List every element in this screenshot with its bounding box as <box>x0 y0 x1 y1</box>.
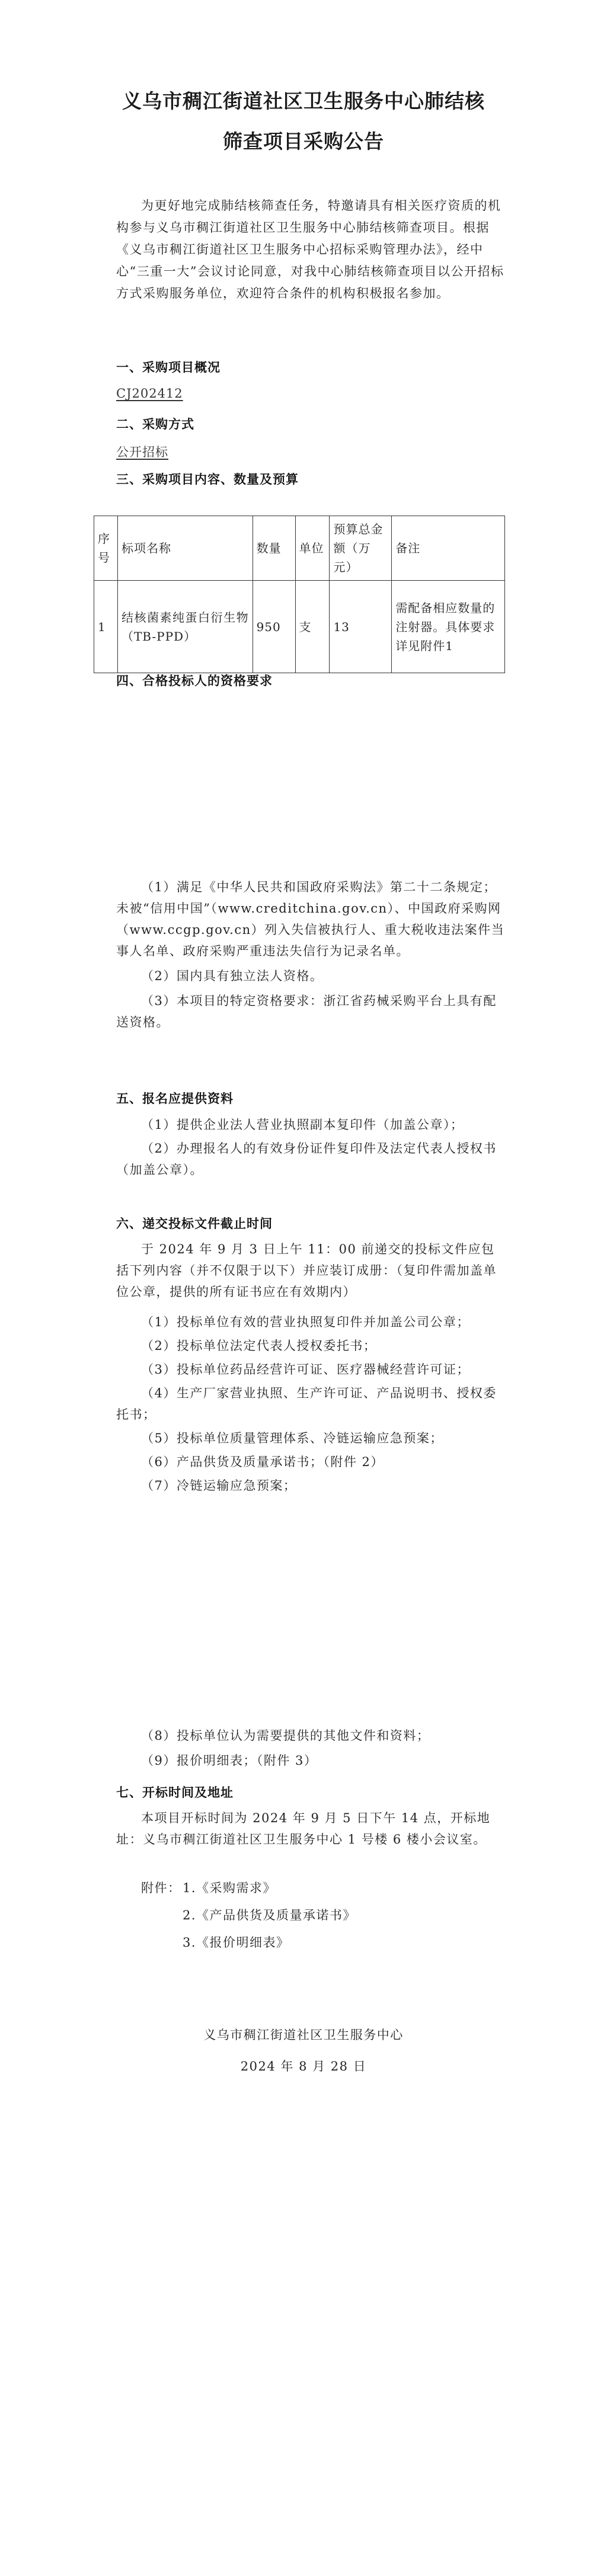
table-cell: 1 <box>94 581 118 673</box>
submission-deadline-text: 于 2024 年 9 月 3 日上午 11：00 前递交的投标文件应包括下列内容（并不仅限于以下）并应装订成册：（复印件需加盖单位公章，提供的所有证书应在有效期内） <box>116 1242 497 1299</box>
list-item: （6）产品供货及质量承诺书；（附件 2） <box>141 1455 384 1469</box>
table-cell: 950 <box>253 581 295 673</box>
list-item: （2）投标单位法定代表人授权委托书； <box>141 1339 377 1353</box>
list-item: （8）投标单位认为需要提供的其他文件和资料； <box>141 1729 430 1743</box>
table-cell: 13 <box>330 581 392 673</box>
list-item: 1.《采购需求》 <box>183 1881 277 1895</box>
table-header-cell: 数量 <box>253 516 295 581</box>
section-1-heading: 一、采购项目概况 <box>116 360 221 375</box>
list-item: （2）国内具有独立法人资格。 <box>141 969 324 983</box>
qualification-list <box>116 876 507 1033</box>
table-header-cell: 序号 <box>94 516 118 581</box>
table-header-cell: 标项名称 <box>117 516 253 581</box>
list-item: （3）投标单位药品经营许可证、医疗器械经营许可证； <box>141 1362 470 1377</box>
page-title-line-2: 筛查项目采购公告 <box>223 130 384 153</box>
list-item: （1）满足《中华人民共和国政府采购法》第二十二条规定；未被“信用中国”（www.creditchina.gov.cn）、中国政府采购网（www.ccgp.gov.cn）列入失信被执行人、重大税收违法案件当事人名单、政府采购严重违法失信行为记录名单。 <box>116 880 505 958</box>
table-cell: 需配备相应数量的注射器。具体要求详见附件1 <box>392 581 505 673</box>
list-item: （5）投标单位质量管理体系、冷链运输应急预案； <box>141 1431 443 1445</box>
attachments-list <box>183 1877 356 1953</box>
table-header-cell: 单位 <box>295 516 330 581</box>
list-item: （3）本项目的特定资格要求：浙江省药械采购平台上具有配送资格。 <box>116 994 497 1029</box>
list-item: 3.《报价明细表》 <box>183 1935 290 1950</box>
registration-materials-list <box>116 1114 507 1180</box>
bid-opening-text: 本项目开标时间为 2024 年 9 月 5 日下午 14 点，开标地址：义乌市稠江街道社区卫生服务中心 1 号楼 6 楼小会议室。 <box>116 1811 491 1847</box>
section-3-heading: 三、采购项目内容、数量及预算 <box>116 472 299 487</box>
bid-documents-list-b <box>116 1725 507 1771</box>
table-cell: 支 <box>295 581 330 673</box>
table-header-cell: 预算总金额（万元） <box>330 516 392 581</box>
table-header-cell: 备注 <box>392 516 505 581</box>
table-row <box>94 581 505 673</box>
issuing-organization: 义乌市稠江街道社区卫生服务中心 <box>203 2028 404 2042</box>
list-item: 2.《产品供货及质量承诺书》 <box>183 1908 357 1922</box>
procurement-table <box>94 516 505 673</box>
list-item: （1）提供企业法人营业执照副本复印件（加盖公章）； <box>141 1118 464 1132</box>
section-2-heading: 二、采购方式 <box>116 417 194 431</box>
procurement-method: 公开招标 <box>116 445 168 459</box>
section-7-heading: 七、开标时间及地址 <box>116 1785 234 1800</box>
attachments-label: 附件： <box>141 1881 181 1895</box>
page-title-line-1: 义乌市稠江街道社区卫生服务中心肺结核 <box>122 89 485 113</box>
section-4-heading: 四、合格投标人的资格要求 <box>116 674 273 688</box>
list-item: （9）报价明细表；（附件 3） <box>141 1753 318 1768</box>
list-item: （1）投标单位有效的营业执照复印件并加盖公司公章； <box>141 1315 470 1329</box>
table-cell: 结核菌素纯蛋白衍生物（TB-PPD） <box>117 581 253 673</box>
list-item: （7）冷链运输应急预案； <box>141 1479 297 1493</box>
list-item: （2）办理报名人的有效身份证件复印件及法定代表人授权书（加盖公章）。 <box>116 1141 497 1177</box>
section-6-heading: 六、递交投标文件截止时间 <box>116 1217 273 1231</box>
table-header-row <box>94 516 505 581</box>
issue-date: 2024 年 8 月 28 日 <box>240 2059 367 2073</box>
section-5-heading: 五、报名应提供资料 <box>116 1092 234 1106</box>
project-number: CJ202412 <box>116 386 183 401</box>
intro-paragraph: 为更好地完成肺结核筛查任务，特邀请具有相关医疗资质的机构参与义乌市稠江街道社区卫生服务中心肺结核筛查项目。根据《义乌市稠江街道社区卫生服务中心招标采购管理办法》，经中心“三重一大”会议讨论同意，对我中心肺结核筛查项目以公开招标方式采购服务单位，欢迎符合条件的机构积极报名参加。 <box>116 199 504 300</box>
bid-documents-list-a <box>116 1311 507 1496</box>
list-item: （4）生产厂家营业执照、生产许可证、产品说明书、授权委托书； <box>116 1386 497 1422</box>
